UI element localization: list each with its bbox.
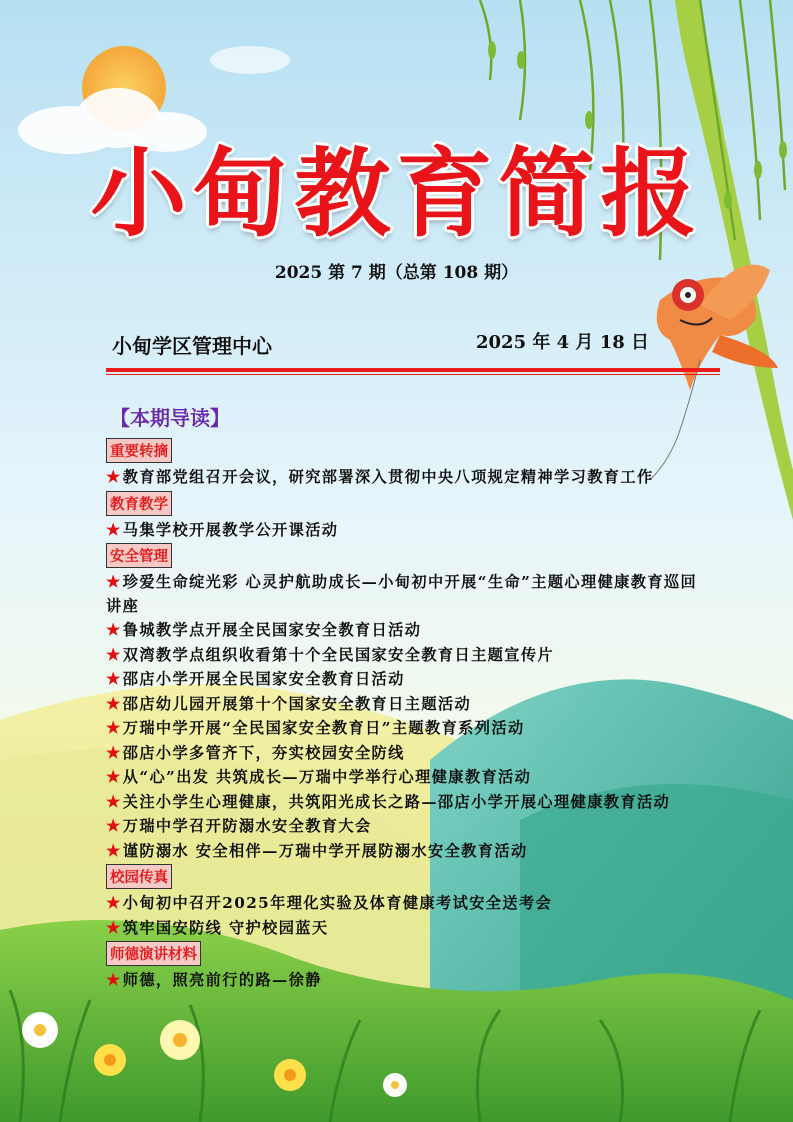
toc-item-text: 小甸初中召开2025年理化实验及体育健康考试安全送考会 xyxy=(122,894,553,912)
star-icon: ★ xyxy=(106,893,122,912)
toc-item[interactable] xyxy=(106,790,702,815)
toc-heading: 【本期导读】 xyxy=(110,406,230,430)
toc-item-text: 双湾教学点组织收看第十个全民国家安全教育日主题宣传片 xyxy=(122,645,555,664)
section-tag: 重要转摘 xyxy=(106,438,172,463)
star-icon: ★ xyxy=(106,467,122,486)
toc-item-text: 邵店幼儿园开展第十个国家安全教育日主题活动 xyxy=(122,694,472,713)
star-icon: ★ xyxy=(106,644,122,664)
star-icon: ★ xyxy=(106,669,122,688)
page-title: 小甸教育简报 xyxy=(90,138,703,250)
star-icon: ★ xyxy=(106,519,122,539)
toc-item-text: 谨防溺水 安全相伴—万瑞中学开展防溺水安全教育活动 xyxy=(122,841,528,860)
star-icon: ★ xyxy=(106,816,122,835)
toc-item-text: 万瑞中学开展“全民国家安全教育日”主题教育系列活动 xyxy=(122,719,525,737)
red-divider xyxy=(106,368,720,372)
star-icon: ★ xyxy=(106,718,122,737)
section-tag: 校园传真 xyxy=(106,864,172,889)
toc-item[interactable] xyxy=(106,618,702,643)
toc-item[interactable] xyxy=(106,518,702,543)
toc-item-text: 师德，照亮前行的路—徐静 xyxy=(122,971,322,989)
star-icon: ★ xyxy=(106,767,122,786)
toc-item[interactable] xyxy=(106,916,702,941)
toc-item-text: 马集学校开展教学公开课活动 xyxy=(122,520,339,539)
star-icon: ★ xyxy=(106,840,122,860)
toc-item[interactable] xyxy=(106,667,702,692)
toc-item[interactable] xyxy=(106,968,702,993)
toc-item-text: 邵店小学多管齐下，夯实校园安全防线 xyxy=(122,743,405,762)
toc-item-text: 从“心”出发 共筑成长—万瑞中学举行心理健康教育活动 xyxy=(122,768,532,786)
toc-item-text: 珍爱生命绽光彩 心灵护航助成长—小甸初中开展“生命”主题心理健康教育巡回讲座 xyxy=(106,573,698,615)
star-icon: ★ xyxy=(106,572,122,591)
star-icon: ★ xyxy=(106,970,122,989)
toc-item[interactable] xyxy=(106,741,702,766)
section-tag: 师德演讲材料 xyxy=(106,941,201,966)
table-of-contents xyxy=(106,437,702,993)
publication-date: 2025 年 4 月 18 日 xyxy=(476,332,650,353)
star-icon: ★ xyxy=(106,742,122,762)
red-divider-thin xyxy=(106,374,720,375)
toc-item-text: 邵店小学开展全民国家安全教育日活动 xyxy=(122,670,405,688)
star-icon: ★ xyxy=(106,693,122,713)
toc-item-text: 教育部党组召开会议，研究部署深入贯彻中央八项规定精神学习教育工作 xyxy=(122,468,654,486)
issue-number: 2025 第 7 期（总第 108 期） xyxy=(274,263,519,283)
toc-item[interactable] xyxy=(106,814,702,839)
toc-item-text: 鲁城教学点开展全民国家安全教育日活动 xyxy=(122,621,422,639)
section-tag: 安全管理 xyxy=(106,543,172,568)
issuer: 小甸学区管理中心 xyxy=(112,334,272,358)
toc-item-text: 万瑞中学召开防溺水安全教育大会 xyxy=(122,817,372,835)
toc-item[interactable] xyxy=(106,716,702,741)
star-icon: ★ xyxy=(106,620,122,639)
toc-item-text: 关注小学生心理健康，共筑阳光成长之路—邵店小学开展心理健康教育活动 xyxy=(122,792,671,811)
toc-item[interactable] xyxy=(106,839,702,864)
star-icon: ★ xyxy=(106,917,122,937)
toc-item[interactable] xyxy=(106,465,702,490)
toc-item-text: 筑牢国安防线 守护校园蓝天 xyxy=(122,918,329,937)
section-tag: 教育教学 xyxy=(106,491,172,516)
toc-item[interactable] xyxy=(106,891,702,916)
toc-item[interactable] xyxy=(106,692,702,717)
toc-item[interactable] xyxy=(106,765,702,790)
star-icon: ★ xyxy=(106,791,122,811)
toc-item[interactable] xyxy=(106,643,702,668)
toc-item[interactable] xyxy=(106,570,702,618)
